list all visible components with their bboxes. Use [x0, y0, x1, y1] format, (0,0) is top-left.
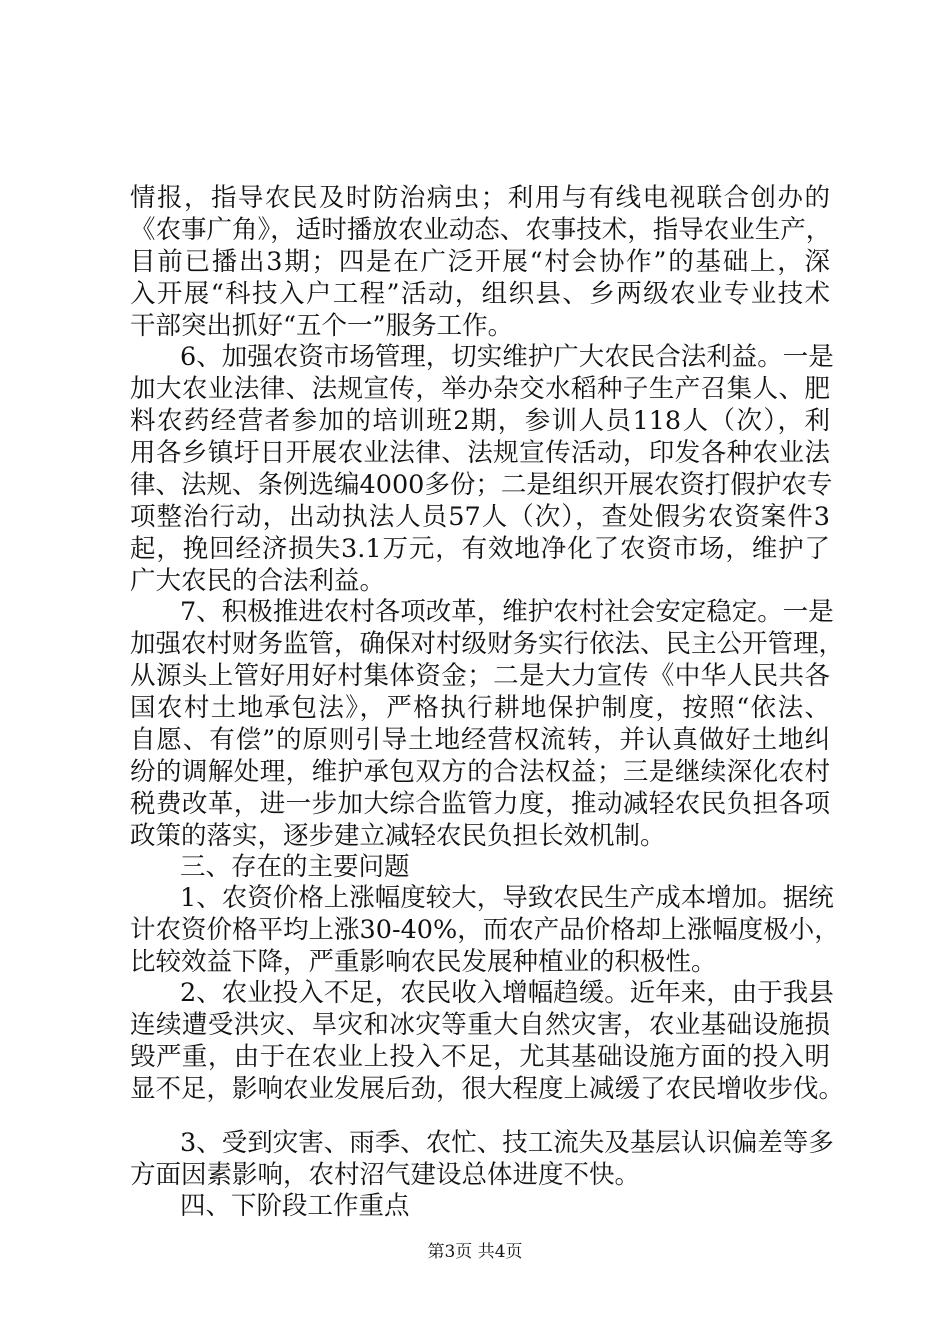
text-line: 四、下阶段工作重点	[180, 1191, 410, 1221]
text-line: 国农村土地承包法》，严格执行耕地保护制度，按照“依法、	[130, 693, 830, 723]
text-line: 入开展“科技入户工程”活动，组织县、乡两级农业专业技术	[130, 279, 830, 309]
text-line: 3、受到灾害、雨季、农忙、技工流失及基层认识偏差等多	[180, 1128, 834, 1158]
text-line: 比较效益下降，严重影响农民发展种植业的积极性。	[130, 947, 717, 977]
text-line: 干部突出抓好“五个一”服务工作。	[130, 311, 514, 341]
text-line: 方面因素影响，农村沼气建设总体进度不快。	[130, 1160, 641, 1190]
text-line: 计农资价格平均上涨30-40%，而农产品价格却上涨幅度极小，	[130, 915, 840, 945]
text-line: 项整治行动，出动执法人员57人（次），查处假劣农资案件3	[130, 502, 830, 532]
text-line: 毁严重，由于在农业上投入不足，尤其基础设施方面的投入明	[130, 1042, 830, 1072]
text-line: 《农事广角》，适时播放农业动态、农事技术，指导农业生产，	[130, 215, 832, 245]
text-line: 政策的落实，逐步建立减轻农民负担长效机制。	[130, 821, 666, 851]
text-line: 6、加强农资市场管理，切实维护广大农民合法利益。一是	[180, 342, 834, 372]
text-line: 显不足，影响农业发展后劲，很大程度上减缓了农民增收步伐。	[130, 1074, 845, 1104]
page-footer: 第3页 共4页	[427, 1242, 523, 1262]
text-line: 起，挽回经济损失3.1万元，有效地净化了农资市场，维护了	[130, 534, 830, 564]
text-line: 2、农业投入不足，农民收入增幅趋缓。近年来，由于我县	[180, 978, 834, 1008]
text-line: 1、农资价格上涨幅度较大，导致农民生产成本增加。据统	[180, 883, 834, 913]
text-line: 7、积极推进农村各项改革，维护农村社会安定稳定。一是	[180, 597, 834, 627]
text-line: 连续遭受洪灾、旱灾和冰灾等重大自然灾害，农业基础设施损	[130, 1010, 830, 1040]
text-line: 广大农民的合法利益。	[130, 566, 386, 596]
text-line: 料农药经营者参加的培训班2期，参训人员118人（次），利	[130, 406, 830, 436]
text-line: 加大农业法律、法规宣传，举办杂交水稻种子生产召集人、肥	[130, 374, 830, 404]
text-line: 目前已播出3期；四是在广泛开展“村会协作”的基础上，深	[130, 247, 830, 277]
text-line: 情报，指导农民及时防治病虫；利用与有线电视联合创办的	[130, 183, 830, 213]
text-line: 自愿、有偿”的原则引导土地经营权流转，并认真做好土地纠	[130, 725, 830, 755]
text-line: 税费改革，进一步加大综合监管力度，推动减轻农民负担各项	[130, 789, 830, 819]
text-line: 用各乡镇圩日开展农业法律、法规宣传活动，印发各种农业法	[130, 438, 830, 468]
text-line: 加强农村财务监管，确保对村级财务实行依法、民主公开管理，	[130, 629, 845, 659]
text-line: 纷的调解处理，维护承包双方的合法权益；三是继续深化农村	[130, 757, 830, 787]
text-line: 律、法规、条例选编4000多份；二是组织开展农资打假护农专	[130, 470, 833, 500]
text-line: 三、存在的主要问题	[180, 852, 410, 882]
text-line: 从源头上管好用好村集体资金；二是大力宣传《中华人民共各	[130, 661, 830, 691]
